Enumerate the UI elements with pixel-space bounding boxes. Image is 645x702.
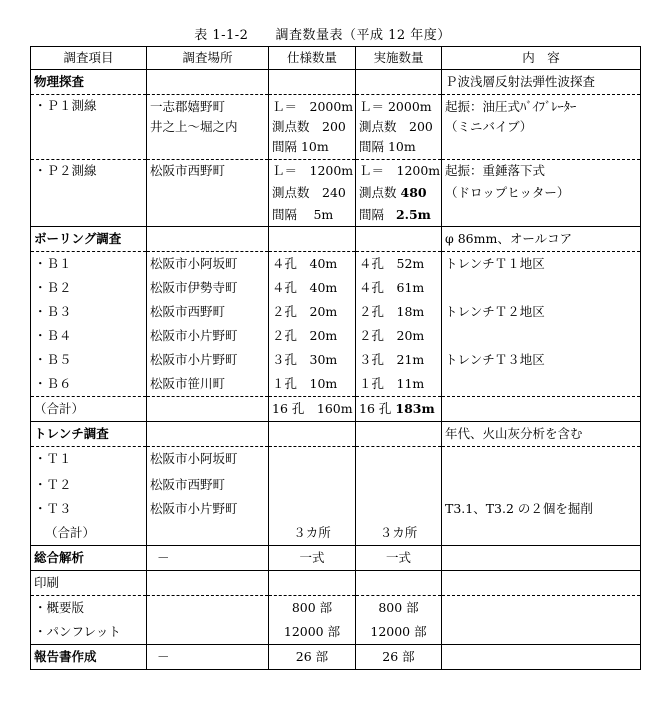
content-line-1: 起振：重錘落下式 [445, 163, 546, 178]
group-row-physical [31, 70, 641, 95]
group-content: φ 86mm、オールコア [442, 227, 641, 252]
group-label: 報告書作成 [31, 645, 147, 670]
actual-cell: 800 部 [356, 596, 442, 621]
item-cell: ・Ｂ５ [31, 348, 147, 372]
actual-line-2 [359, 182, 438, 204]
place-cell: 松阪市西野町 [147, 473, 269, 497]
place-cell: 松阪市西野町 [147, 160, 269, 227]
place-cell: 松阪市小阿坂町 [147, 252, 269, 277]
table-row-t1 [31, 447, 641, 474]
table-row-p2 [31, 160, 641, 227]
place-line-2: 井之上～堀之内 [150, 119, 238, 134]
spec-line-3: 間隔 5m [272, 207, 334, 222]
item-cell: ・Ｂ４ [31, 324, 147, 348]
place-cell: 松阪市西野町 [147, 300, 269, 324]
actual-value: 2.5m [395, 207, 431, 222]
actual-line-2: 測点数 200 [359, 119, 433, 134]
spec-cell: ４孔 40m [269, 252, 356, 277]
table-row-t3 [31, 497, 641, 521]
total-actual [356, 397, 442, 422]
spec-line-2: 測点数 200 [272, 119, 346, 134]
group-content: Ｐ波浅層反射法弾性波探査 [442, 70, 641, 95]
item-cell: ・Ｔ１ [31, 447, 147, 474]
table-row [31, 372, 641, 397]
item-cell: ・Ｂ３ [31, 300, 147, 324]
group-row-printing [31, 571, 641, 596]
actual-cell: ４孔 52m [356, 252, 442, 277]
place-line-1: 一志郡嬉野町 [150, 99, 226, 114]
total-label: （合計） [31, 397, 147, 422]
spec-line-1: Ｌ＝ 2000m [272, 99, 354, 114]
spec-cell [269, 95, 356, 160]
header-item: 調査項目 [31, 47, 147, 70]
group-row-trench [31, 422, 641, 447]
spec-cell: ３孔 30m [269, 348, 356, 372]
table-row-summary [31, 596, 641, 621]
group-label: 物理探査 [31, 70, 147, 95]
group-row-report [31, 645, 641, 670]
content-line-2: （ドロップヒッター） [445, 185, 570, 200]
place-cell: 松阪市小片野町 [147, 324, 269, 348]
actual-cell: ３孔 21m [356, 348, 442, 372]
item-cell: ・Ｂ１ [31, 252, 147, 277]
total-spec: 16 孔 160m [269, 397, 356, 422]
actual-cell: １孔 11m [356, 372, 442, 397]
total-spec: ３カ所 [269, 521, 356, 546]
content-cell: T3.1、T3.2 の２個を掘削 [442, 497, 641, 521]
actual-line-1: Ｌ＝ 2000m [359, 99, 432, 114]
survey-quantity-table [30, 46, 641, 670]
spec-cell [269, 160, 356, 227]
total-actual-value: 183m [395, 401, 435, 416]
total-label: （合計） [31, 521, 147, 546]
actual-line-1: Ｌ＝ 1200m [359, 163, 441, 178]
item-cell: ・Ｂ２ [31, 276, 147, 300]
header-actual-qty: 実施数量 [356, 47, 442, 70]
table-row [31, 348, 641, 372]
total-actual: ３カ所 [356, 521, 442, 546]
group-label: ボーリング調査 [31, 227, 147, 252]
actual-cell [356, 95, 442, 160]
spec-cell: ２孔 20m [269, 324, 356, 348]
group-row-boring [31, 227, 641, 252]
place-cell: 松阪市笹川町 [147, 372, 269, 397]
total-row-boring [31, 397, 641, 422]
place-cell: － [147, 645, 269, 670]
group-label: トレンチ調査 [31, 422, 147, 447]
spec-cell: ４孔 40m [269, 276, 356, 300]
content-cell [442, 372, 641, 397]
spec-cell: １孔 10m [269, 372, 356, 397]
content-line-1: 起振：油圧式ﾊﾞｲﾌﾞﾚｰﾀｰ [445, 99, 577, 114]
place-cell: 松阪市小片野町 [147, 348, 269, 372]
actual-line-3 [359, 204, 438, 226]
item-cell: ・Ｐ１測線 [31, 95, 147, 160]
spec-cell: ２孔 20m [269, 300, 356, 324]
spec-line-3: 間隔 10m [272, 139, 329, 154]
place-cell: 松阪市小片野町 [147, 497, 269, 521]
item-cell: ・パンフレット [31, 620, 147, 645]
group-label: 印刷 [31, 571, 147, 596]
spec-cell: 26 部 [269, 645, 356, 670]
actual-line-3: 間隔 10m [359, 139, 416, 154]
content-cell [442, 324, 641, 348]
total-actual-prefix: 16 孔 [359, 401, 392, 416]
group-label: 総合解析 [31, 546, 147, 571]
item-cell: ・Ｔ２ [31, 473, 147, 497]
group-row-analysis [31, 546, 641, 571]
table-row-p1 [31, 95, 641, 160]
spec-cell: 一式 [269, 546, 356, 571]
item-cell: ・Ｂ６ [31, 372, 147, 397]
table-row [31, 276, 641, 300]
place-cell: 松阪市小阿坂町 [147, 447, 269, 474]
header-row [31, 47, 641, 70]
header-content: 内 容 [442, 47, 641, 70]
actual-label: 測点数 [359, 185, 397, 200]
content-cell [442, 95, 641, 160]
actual-cell: ２孔 18m [356, 300, 442, 324]
spec-line-1: Ｌ＝ 1200m [272, 163, 354, 178]
place-cell [147, 95, 269, 160]
content-cell: トレンチＴ１地区 [442, 252, 641, 277]
actual-cell: 26 部 [356, 645, 442, 670]
content-line-2: （ミニバイブ） [445, 119, 533, 134]
table-row-t2 [31, 473, 641, 497]
total-row-trench [31, 521, 641, 546]
content-cell [442, 276, 641, 300]
actual-cell: 12000 部 [356, 620, 442, 645]
actual-value: 480 [400, 185, 427, 200]
actual-cell: ４孔 61m [356, 276, 442, 300]
content-cell [442, 160, 641, 227]
item-cell: ・Ｔ３ [31, 497, 147, 521]
content-cell: トレンチＴ３地区 [442, 348, 641, 372]
place-cell: 松阪市伊勢寺町 [147, 276, 269, 300]
table-row [31, 300, 641, 324]
header-place: 調査場所 [147, 47, 269, 70]
item-cell: ・Ｐ２測線 [31, 160, 147, 227]
spec-cell: 12000 部 [269, 620, 356, 645]
table-row [31, 252, 641, 277]
spec-cell: 800 部 [269, 596, 356, 621]
actual-label: 間隔 [359, 207, 385, 222]
actual-cell: ２孔 20m [356, 324, 442, 348]
actual-cell: 一式 [356, 546, 442, 571]
actual-cell [356, 160, 442, 227]
header-spec-qty: 仕様数量 [269, 47, 356, 70]
table-row [31, 324, 641, 348]
group-content: 年代、火山灰分析を含む [442, 422, 641, 447]
item-cell: ・概要版 [31, 596, 147, 621]
table-title: 表 1-1-2 調査数量表（平成 12 年度） [194, 28, 451, 43]
content-cell: トレンチＴ２地区 [442, 300, 641, 324]
spec-line-2: 測点数 240 [272, 185, 346, 200]
table-row-pamphlet [31, 620, 641, 645]
place-cell: － [147, 546, 269, 571]
